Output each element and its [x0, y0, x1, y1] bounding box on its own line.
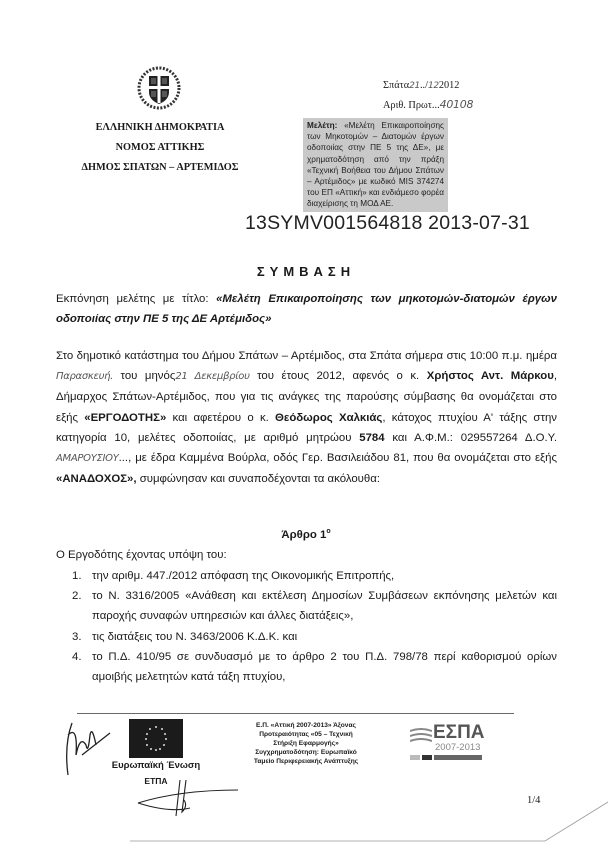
- handwritten-day: Παρασκευή.: [56, 371, 113, 383]
- ep-line: Προτεραιότητας «05 – Τεχνική: [259, 731, 353, 738]
- study-title: «Μελέτη Επικαιροποίησης των μηκοτομών-διατομών έργων οδοποιίας στην ΠΕ 5 της ΔΕ Αρτέμιδος»: [56, 293, 557, 326]
- body-text: και Α.Φ.Μ.: 029557264 Δ.Ο.Υ.: [384, 431, 557, 444]
- contractor-name: Θεόδωρος Χαλκιάς: [275, 411, 383, 424]
- list-item-text: τις διατάξεις του Ν. 3463/2006 Κ.Δ.Κ. και: [92, 630, 298, 643]
- list-item: [70, 627, 557, 647]
- espa-logo: [410, 722, 490, 762]
- eu-mini-flag-icon: [422, 755, 432, 760]
- date-year: 2012: [438, 80, 460, 91]
- employer-term: «ΕΡΓΟΔΟΤΗΣ»: [84, 411, 167, 424]
- page-number: 1/4: [527, 795, 541, 806]
- handwritten-tax-office: ΑΜΑΡΟΥΣΙΟΥ: [56, 453, 119, 465]
- document-title: ΣΥΜΒΑΣΗ: [256, 264, 356, 279]
- list-item-text: την αριθμ. 447./2012 απόφαση της Οικονομικής Επιτροπής,: [92, 570, 395, 582]
- article-heading-text: Άρθρο 1: [281, 528, 327, 541]
- body-text: Στο δημοτικό κατάστημα του Δήμου Σπάτων – Αρτέμιδος, στα Σπάτα σήμερα στις 10:00 π.μ. ημέρα: [56, 350, 557, 362]
- article-heading-sup: ο: [326, 528, 331, 535]
- registry-number: 5784: [359, 431, 385, 444]
- contract-parties-paragraph: [56, 346, 557, 489]
- espa-waves-icon: [410, 728, 432, 744]
- intro-paragraph: [56, 289, 557, 329]
- footer-divider: [77, 713, 514, 714]
- list-item-number: 1.: [72, 570, 82, 582]
- protocol-label: Αριθ. Πρωτ.: [383, 100, 435, 111]
- article-heading: [0, 528, 612, 541]
- eu-flag-icon: [129, 719, 183, 758]
- espa-logo-text: ΕΣΠΑ: [433, 722, 485, 743]
- list-item: [70, 647, 557, 687]
- org-line-municipality: ΔΗΜΟΣ ΣΠΑΤΩΝ – ΑΡΤΕΜΙΔΟΣ: [81, 162, 239, 173]
- mayor-name: Χρήστος Αντ. Μάρκου: [426, 370, 554, 383]
- list-item-text: το Ν. 3316/2005 «Ανάθεση και εκτέλεση Δημοσίων Συμβάσεων εκπόνησης μελετών και παροχής συναφών υπηρεσιών και άλλες διατάξεις»,: [92, 590, 557, 623]
- ep-program-text: [248, 721, 364, 766]
- list-item-number: 4.: [72, 650, 82, 663]
- date-day: 21: [409, 81, 420, 91]
- body-text: ..., με έδρα Καμμένα Βούρλα, οδός Γερ. Βασιλειάδου 81, που θα ονομάζεται στο εξής: [118, 452, 557, 465]
- contractor-term: «ΑΝΑΔΟΧΟΣ»,: [56, 473, 137, 486]
- study-info-box: [303, 118, 448, 212]
- ep-line: Συγχρηματοδότηση: Ευρωπαϊκό: [255, 749, 357, 756]
- protocol-line: Αριθ. Πρωτ...40108: [383, 98, 474, 111]
- signature-icon: [60, 715, 120, 785]
- list-item-text: το Π.Δ. 410/95 σε συνδυασμό με το άρθρο 2 του Π.Δ. 798/78 περί καθορισμού ορίων αμοιβής μελετητών κατά τάξη πτυχίου,: [92, 650, 557, 684]
- handwritten-month: 21 Δεκεμβρίου: [175, 371, 250, 383]
- intro-prefix: Εκπόνηση μελέτης με τίτλο:: [56, 293, 217, 305]
- body-text: και αφετέρου ο κ.: [166, 411, 276, 424]
- org-line-prefecture: ΝΟΜΟΣ ΑΤΤΙΚΗΣ: [115, 142, 205, 153]
- body-text: , κάτοχος πτυχίου Α' τάξης στην κατηγορία 10, μελέτες οδοποιίας, με αριθμό μητρώου: [56, 411, 557, 444]
- eu-label: Ευρωπαϊκή Ένωση: [111, 760, 201, 771]
- list-item: [70, 586, 557, 626]
- greek-emblem-icon: [137, 66, 181, 110]
- list-item: [70, 566, 557, 586]
- body-text: του μηνός: [113, 370, 176, 383]
- ep-line: Στήριξη Εφαρμογής»: [273, 740, 339, 747]
- espa-tagline-bar: [434, 755, 482, 760]
- ep-line: Ε.Π. «Αττική 2007-2013» Άξονας: [256, 722, 356, 729]
- espa-years: 2007-2013: [435, 742, 481, 753]
- page-edge-line: [130, 800, 612, 842]
- list-item-number: 3.: [72, 630, 82, 643]
- org-line-republic: ΕΛΛΗΝΙΚΗ ΔΗΜΟΚΡΑΤΙΑ: [95, 122, 225, 133]
- body-text: συμφώνησαν και συναποδέχονται τα ακόλουθα:: [136, 473, 380, 486]
- greek-flag-icon: [410, 755, 420, 760]
- infobox-label: Μελέτη:: [307, 121, 338, 130]
- place-label: Σπάτα: [383, 80, 410, 91]
- ep-line: Ταμείο Περιφερειακής Ανάπτυξης: [253, 758, 359, 765]
- article-lead: Ο Εργοδότης έχοντας υπόψη του:: [56, 549, 227, 561]
- body-text: του έτους 2012, αφενός ο κ.: [249, 370, 427, 383]
- body-text: , Δήμαρχος Σπάτων-Αρτέμιδος, που για τις ανάγκες της παρούσης σύμβασης θα ονομάζεται στο εξής: [56, 370, 558, 424]
- eu-fund-label: ΕΤΠΑ: [144, 776, 168, 786]
- list-item-number: 2.: [72, 590, 82, 603]
- protocol-number: 40108: [439, 98, 474, 111]
- date-month: 12: [428, 81, 439, 91]
- registry-watermark: 13SYMV001564818 2013-07-31: [245, 212, 530, 234]
- date-line: Σπάτα21../122012: [383, 80, 460, 91]
- infobox-text: «Μελέτη Επικαιροποίησης των Μηκοτομών – Διατομών έργων οδοποιίας στην ΠΕ 5 της ΔΕ», με χρηματοδότηση από την πράξη «Τεχνική Βοήθεια του Δήμου Σπάτων – Αρτέμιδος» με κωδικό MIS 374274 του ΕΠ «Αττική» και ενδιάμεσο φορέα διαχείρισης τη ΜΟΔ ΑΕ.: [307, 121, 444, 209]
- article-list: [70, 566, 557, 687]
